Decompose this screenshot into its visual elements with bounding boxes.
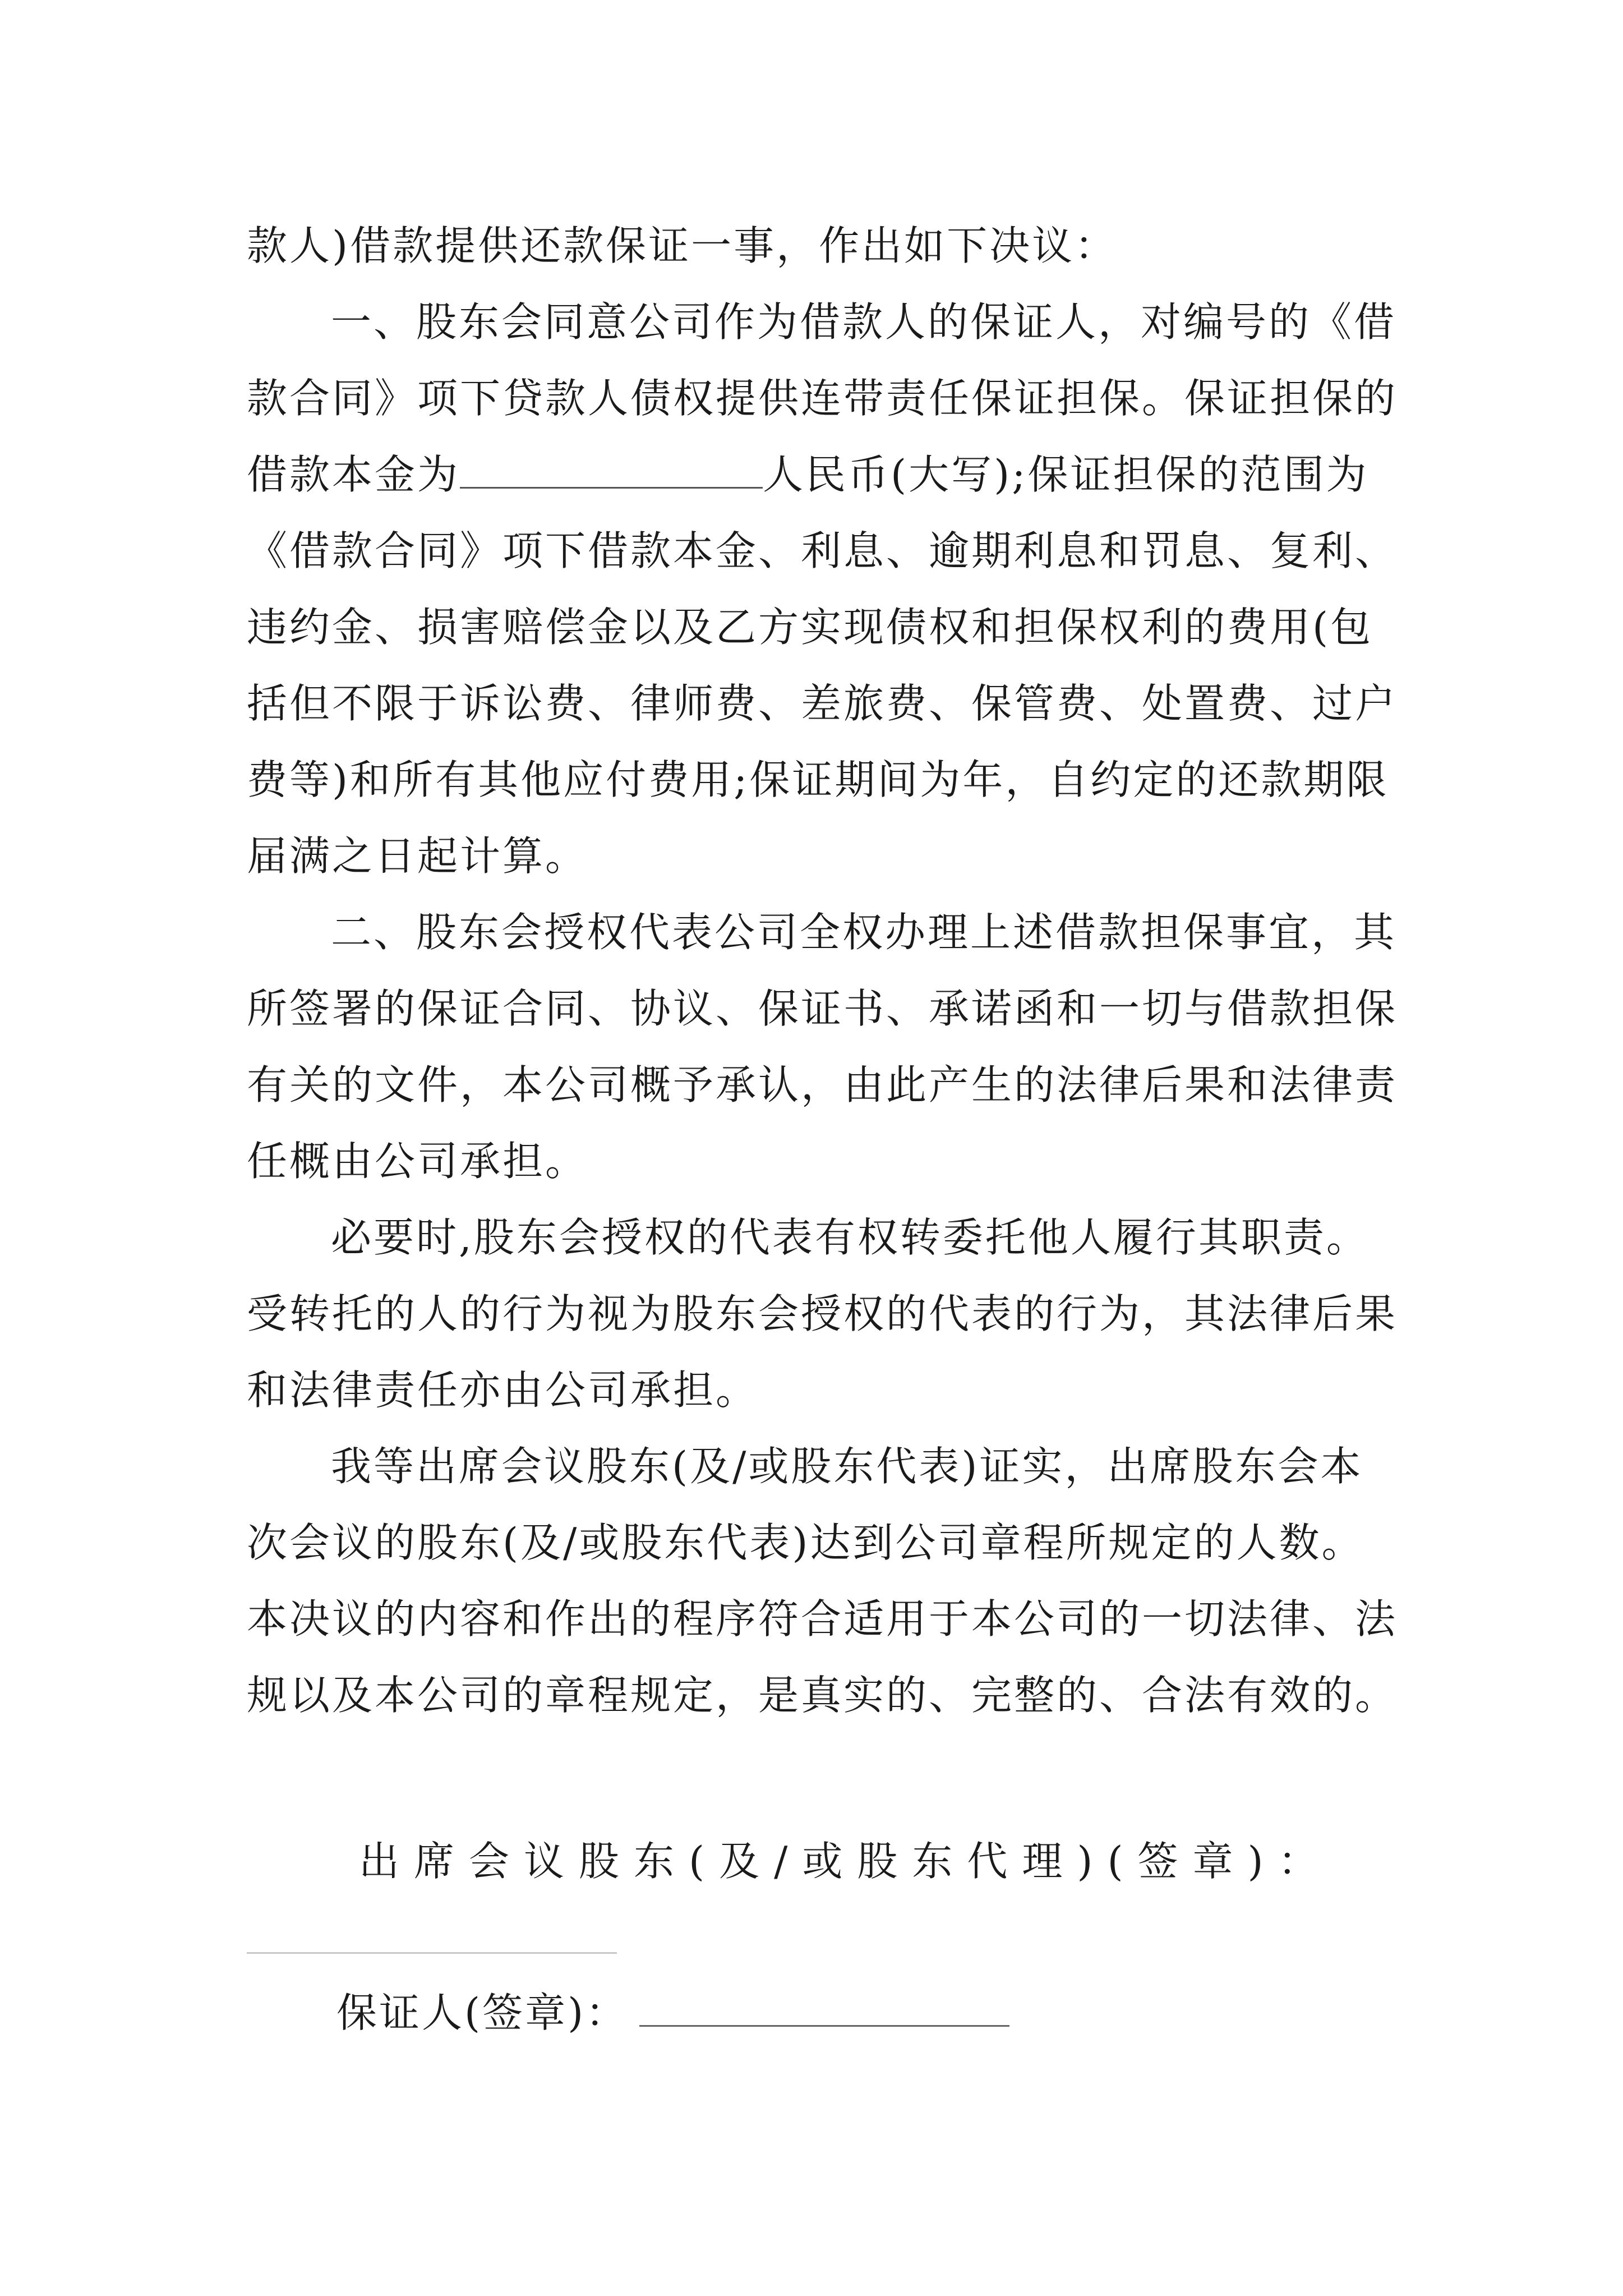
shareholders-signature-line [247,1952,617,1954]
principal-amount-blank [460,453,763,489]
paragraph-attestation: 我等出席会议股东(及/或股东代表)证实，出席股东会本次会议的股东(及/或股东代表)达到公司章程所规定的人数。本决议的内容和作出的程序符合适用于本公司的一切法律、法规以及本公司的章程规定，是真实的、完整的、合法有效的。 [247,1443,1398,1719]
paragraph-intro-continuation: 款人)借款提供还款保证一事，作出如下决议： [247,222,1118,269]
guarantor-signature-blank [639,1991,1009,2027]
paragraph-delegation: 必要时,股东会授权的代表有权转委托他人履行其职责。受转托的人的行为视为股东会授权的代表的行为，其法律后果和法律责任亦由公司承担。 [247,1214,1398,1414]
paragraph-resolution-two: 二、股东会授权代表公司全权办理上述借款担保事宜，其所签署的保证合同、协议、保证书、承诺函和一切与借款担保有关的文件，本公司概予承认，由此产生的法律后果和法律责任概由公司承担。 [247,909,1398,1185]
resolution-one-text-b: 人民币(大写);保证担保的范围为《借款合同》项下借款本金、利息、逾期利息和罚息、复利、违约金、损害赔偿金以及乙方实现债权和担保权利的费用(包括但不限于诉讼费、律师费、差旅费、保管费、处置费、过户费等)和所有其他应付费用;保证期间为年，自约定的还款期限届满之日起计算。 [247,451,1398,880]
guarantor-signature-label: 保证人(签章)： [336,1989,629,2036]
guarantor-signature-row [336,1975,1009,2053]
shareholders-signature-label: 出席会议股东(及/或股东代理)(签章)： [359,1838,1333,1885]
paragraph-resolution-one [247,284,1402,894]
resolution-one-text-a: 一、股东会同意公司作为借款人的保证人，对编号的《借款合同》项下贷款人债权提供连带责任保证担保。保证担保的借款本金为 [247,298,1398,498]
